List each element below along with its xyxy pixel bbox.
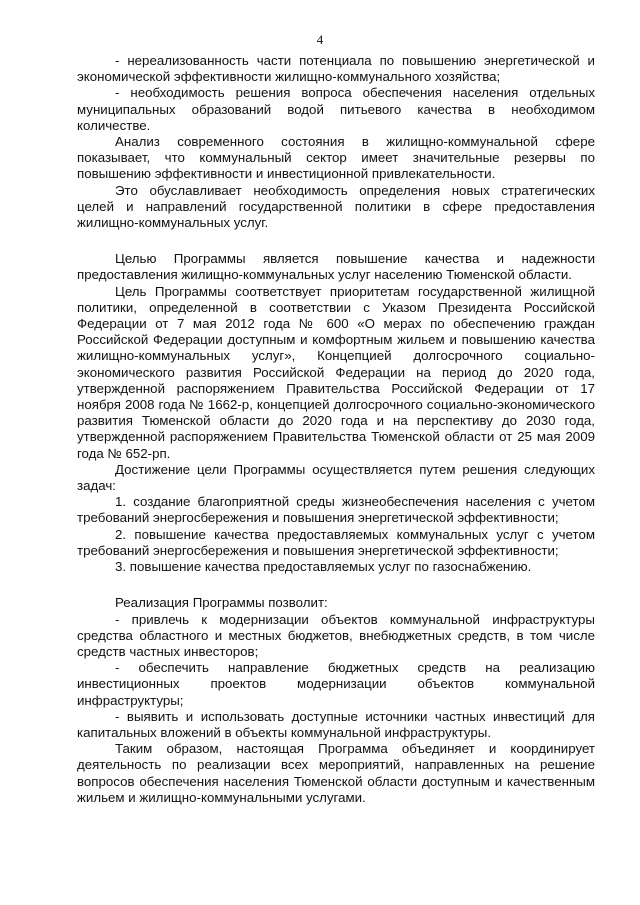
paragraph-implementation-intro: Реализация Программы позволит: — [115, 595, 328, 611]
paragraph-bullet-private-investment: - выявить и использовать доступные источники частных инвестиций для капитальных вложений в объекты коммунальной инфраструктуры. — [77, 708, 595, 740]
paragraph-task-1: 1. создание благоприятной среды жизнеобеспечения населения с учетом требований энергосбережения и повышения энергетической эффективности; — [77, 494, 595, 526]
paragraph-goal-priorities: Цель Программы соответствует приоритетам государственной жилищной политики, определенной в соответствии с Указом Президента Российской Федерации от 7 мая 2012 года № 600 «О мерах по обеспечению граждан Российской Федерации доступным и комфортным жильем и повышению качества жилищно-коммунальных услуг», Концепцией долгосрочного социально-экономического развития Российской Федерации на период до 2020 года, утвержденной распоряжением Правительства Российской Федерации от 17 ноября 2008 года № 1662-р, концепцией долгосрочного социально-экономического развития Тюменской области до 2020 года и на перспективу до 2030 года, утвержденной распоряжением Правительства Тюменской области от 25 мая 2009 года № 652-рп. — [77, 283, 595, 461]
paragraph-conclusion: Таким образом, настоящая Программа объединяет и координирует деятельность по реализации всех мероприятий, направленных на решение вопросов обеспечения населения Тюменской области доступным и качественным жильем и жилищно-коммунальными услугами. — [77, 741, 595, 805]
document-body — [77, 53, 595, 806]
paragraph-bullet-water-supply: - необходимость решения вопроса обеспечения населения отдельных муниципальных образований водой питьевого качества в необходимом количестве. — [77, 85, 595, 133]
paragraph-bullet-attract-funds: - привлечь к модернизации объектов коммунальной инфраструктуры средства областного и местных бюджетов, внебюджетных средств, в том числе средств частных инвесторов; — [77, 611, 595, 659]
paragraph-task-2: 2. повышение качества предоставляемых коммунальных услуг с учетом требований энергосбережения и повышения энергетической эффективности; — [77, 526, 595, 558]
paragraph-strategic-goals: Это обуславливает необходимость определения новых стратегических целей и направлений государственной политики в сфере предоставления жилищно-коммунальных услуг. — [77, 182, 595, 231]
paragraph-task-3: 3. повышение качества предоставляемых услуг по газоснабжению. — [115, 559, 532, 575]
paragraph-bullet-budget-direction: - обеспечить направление бюджетных средств на реализацию инвестиционных проектов модернизации объектов коммунальной инфраструктуры; — [77, 660, 595, 708]
paragraph-program-goal: Целью Программы является повышение качества и надежности предоставления жилищно-коммунальных услуг населению Тюменской области. — [77, 251, 595, 283]
paragraph-tasks-intro: Достижение цели Программы осуществляется путем решения следующих задач: — [77, 461, 595, 494]
paragraph-analysis: Анализ современного состояния в жилищно-коммунальной сфере показывает, что коммунальный сектор имеет значительные резервы по повышению эффективности и инвестиционной привлекательности. — [77, 134, 595, 182]
paragraph-bullet-potential: - нереализованность части потенциала по повышению энергетической и экономической эффективности жилищно-коммунального хозяйства; — [77, 53, 595, 85]
page-number: 4 — [316, 32, 324, 47]
